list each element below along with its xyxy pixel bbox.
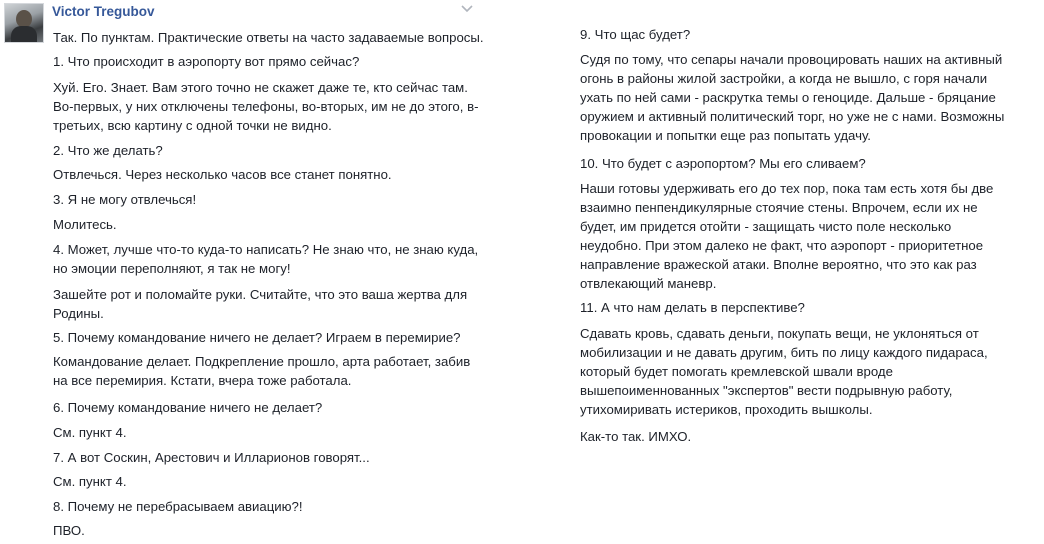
post-paragraph: См. пункт 4.: [53, 474, 127, 489]
post-paragraph: 5. Почему командование ничего не делает? Играем в перемирие?: [53, 330, 461, 345]
post-paragraph: 6. Почему командование ничего не делает?: [53, 400, 323, 415]
post-paragraph: ПВО.: [53, 523, 85, 538]
post-paragraph: Зашейте рот и поломайте руки. Считайте, что это ваша жертва для Родины.: [53, 287, 468, 321]
post-paragraph: Как-то так. ИМХО.: [580, 429, 692, 444]
author-name[interactable]: Victor Tregubov: [52, 4, 155, 19]
post-paragraph: Наши готовы удерживать его до тех пор, пока там есть хотя бы две взаимно пенпендикулярные стоячие стены. Впрочем, если их не будет, им придется отойти - защищать чисто поле несколько неудобно. При этом далеко не факт, что аэропорт - приоритетное направление вражеской атаки. Вполне вероятно, что это как раз отвлекающий маневр.: [580, 181, 994, 291]
post-paragraph: 2. Что же делать?: [53, 143, 163, 158]
post-paragraph: 8. Почему не перебрасываем авиацию?!: [53, 499, 303, 514]
post-paragraph: 7. А вот Соскин, Арестович и Илларионов говорят...: [53, 450, 370, 465]
post-paragraph: Так. По пунктам. Практические ответы на часто задаваемые вопросы.: [53, 30, 484, 45]
post-paragraph: Судя по тому, что сепары начали провоцировать наших на активный огонь в районы жилой застройки, а когда не вышло, с горя начали ухать по ней сами - раскрутка темы о геноциде. Дальше - бряцание оружием и активный политический торг, но уже не с нами. Возможны провокации и попытки еще раз попытать удачу.: [580, 52, 1005, 143]
avatar[interactable]: [4, 3, 44, 43]
avatar-body: [11, 26, 37, 42]
post-paragraph: 11. А что нам делать в перспективе?: [580, 300, 805, 315]
post-paragraph: Сдавать кровь, сдавать деньги, покупать вещи, не уклоняться от мобилизации и не давать другим, бить по лицу каждого пидараса, который будет помогать кремлевской швали вроде вышепоименнованных "экспертов" вести подрывную работу, утихомиривать истериков, проходить вышколы.: [580, 326, 988, 417]
post-paragraph: Отвлечься. Через несколько часов все станет понятно.: [53, 167, 392, 182]
post-paragraph: 4. Может, лучше что-то куда-то написать? Не знаю что, не знаю куда, но эмоции переполняют, я так не могу!: [53, 242, 479, 276]
post-paragraph: 1. Что происходит в аэропорту вот прямо сейчас?: [53, 54, 360, 69]
post-paragraph: 3. Я не могу отвлечься!: [53, 192, 197, 207]
post-paragraph: 10. Что будет с аэропортом? Мы его сливаем?: [580, 156, 866, 171]
post-paragraph: Молитесь.: [53, 217, 117, 232]
chevron-down-icon[interactable]: [460, 4, 474, 14]
post-paragraph: 9. Что щас будет?: [580, 27, 691, 42]
post-paragraph: Командование делает. Подкрепление прошло, арта работает, забив на все перемирия. Кстати, вчера тоже работала.: [53, 354, 471, 388]
post-paragraph: См. пункт 4.: [53, 425, 127, 440]
post-paragraph: Хуй. Его. Знает. Вам этого точно не скажет даже те, кто сейчас там. Во-первых, у них отключены телефоны, во-вторых, им не до этого, в- третьих, всю картину с одной точки не видно.: [53, 80, 479, 133]
